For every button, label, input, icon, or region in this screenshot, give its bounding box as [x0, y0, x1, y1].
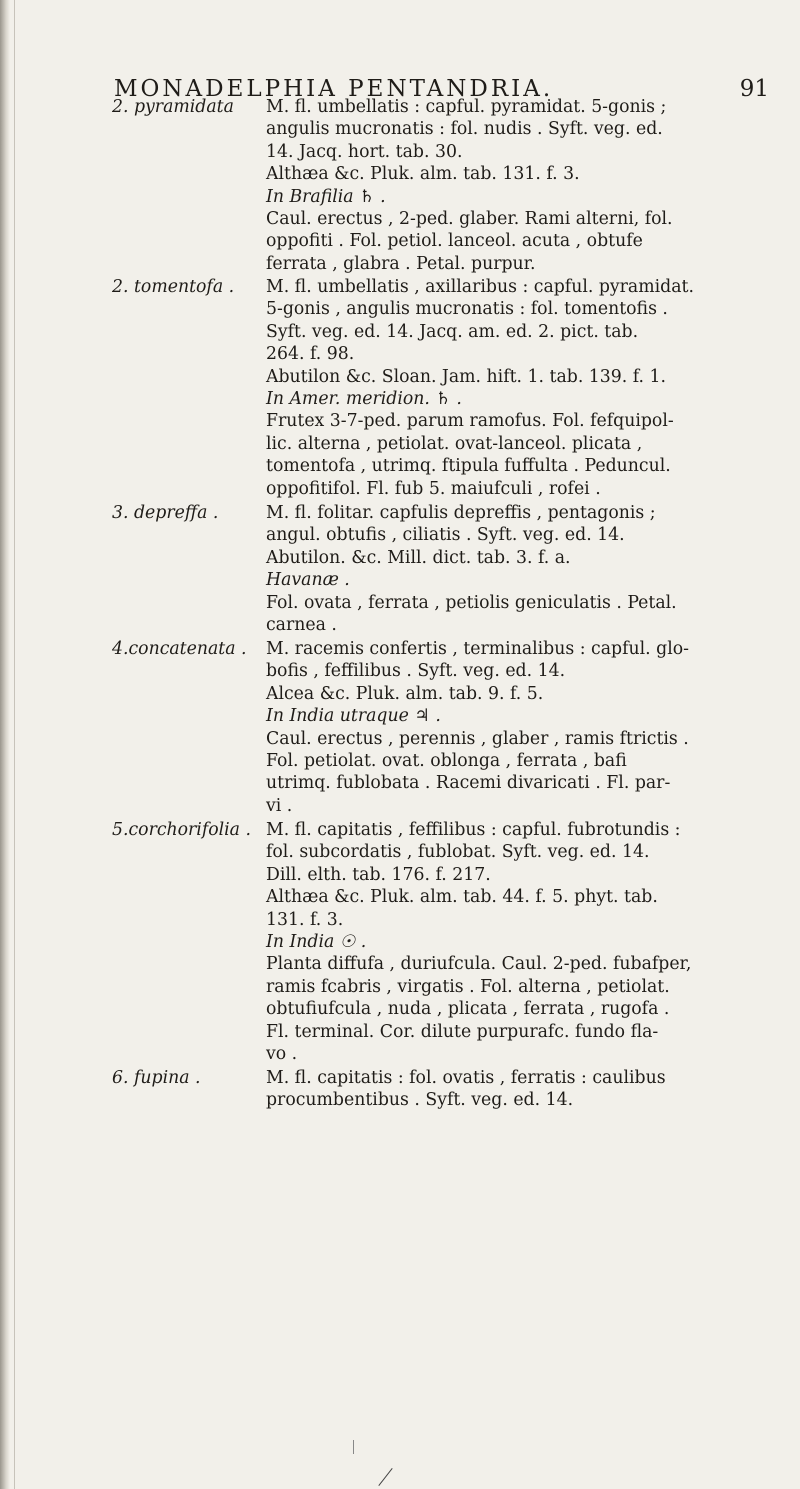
entry-line: Althæa &c. Pluk. alm. tab. 44. f. 5. phyt. tab.: [266, 887, 658, 908]
entry-line: angul. obtufis , ciliatis . Syft. veg. ed. 14.: [266, 525, 625, 546]
entry-line: oppofiti . Fol. petiol. lanceol. acuta , obtufe: [266, 231, 643, 252]
entry-line: 14. Jacq. hort. tab. 30.: [266, 141, 463, 162]
species-name: 4.concatenata .: [112, 639, 247, 659]
entry-line: M. fl. umbellatis , axillaribus : capful. pyramidat.: [266, 277, 694, 297]
entry-line: Syft. veg. ed. 14. Jacq. am. ed. 2. pict. tab.: [266, 321, 639, 342]
stray-mark: [353, 1440, 354, 1454]
entry-line: fol. subcordatis , fublobat. Syft. veg. ed. 14.: [266, 842, 650, 863]
entry-line: 131. f. 3.: [266, 909, 344, 930]
species-entry: [112, 1067, 782, 1112]
entry-line: Althæa &c. Pluk. alm. tab. 131. f. 3.: [266, 164, 580, 185]
species-name: 2. pyramidata: [112, 97, 234, 117]
entry-line: M. racemis confertis , terminalibus : capful. glo-: [266, 639, 689, 659]
species-name: 5.corchorifolia .: [112, 820, 251, 840]
entry-line: In India ☉ .: [266, 932, 367, 953]
entry-line: ramis fcabris , virgatis . Fol. alterna , petiolat.: [266, 976, 670, 997]
entry-line: Frutex 3-7-ped. parum ramofus. Fol. fefquipol-: [266, 411, 674, 432]
entry-line: Caul. erectus , perennis , glaber , ramis ftrictis .: [266, 728, 689, 749]
species-entry: [112, 638, 782, 817]
entry-line: vi .: [266, 795, 293, 816]
entry-line: Havanæ .: [266, 570, 350, 591]
entry-line: M. fl. umbellatis : capful. pyramidat. 5-gonis ;: [266, 97, 667, 117]
entry-line: oppofitifol. Fl. fub 5. maiufculi , rofei .: [266, 478, 601, 499]
entry-line: In India utraque ♃ .: [266, 706, 441, 727]
entry-line: Planta diffufa , duriufcula. Caul. 2-ped. fubafper,: [266, 954, 692, 975]
entry-line: utrimq. fublobata . Racemi divaricati . Fl. par-: [266, 773, 671, 794]
page-edge-line: [14, 0, 15, 1489]
entry-line: M. fl. folitar. capfulis depreffis , pentagonis ;: [266, 503, 656, 523]
entry-line: Caul. erectus , 2-ped. glaber. Rami alterni, fol.: [266, 209, 673, 230]
entry-line: Fol. petiolat. ovat. oblonga , ferrata , bafi: [266, 751, 627, 772]
entry-line: Dill. elth. tab. 176. f. 217.: [266, 864, 491, 885]
header-title: MONADELPHIA PENTANDRIA.: [114, 76, 554, 102]
entry-line: angulis mucronatis : fol. nudis . Syft. veg. ed.: [266, 119, 663, 140]
entry-line: Fl. terminal. Cor. dilute purpurafc. fundo fla-: [266, 1021, 659, 1042]
entry-line: bofis , feffilibus . Syft. veg. ed. 14.: [266, 661, 566, 682]
entry-line: lic. alterna , petiolat. ovat-lanceol. plicata ,: [266, 433, 643, 454]
species-entry: [112, 276, 782, 500]
entry-line: Fol. ovata , ferrata , petiolis geniculatis . Petal.: [266, 592, 677, 613]
entry-line: Alcea &c. Pluk. alm. tab. 9. f. 5.: [266, 683, 544, 704]
species-entry: [112, 502, 782, 636]
entry-line: tomentofa , utrimq. ftipula fuffulta . Peduncul.: [266, 456, 671, 477]
entry-line: 5-gonis , angulis mucronatis : fol. tomentofis .: [266, 299, 668, 320]
entry-line: vo .: [266, 1044, 298, 1065]
species-name: 6. fupina .: [112, 1068, 201, 1088]
entry-line: carnea .: [266, 615, 337, 636]
species-entry: [112, 819, 782, 1065]
entry-line: ferrata , glabra . Petal. purpur.: [266, 253, 536, 274]
page-edge: [0, 0, 10, 1489]
species-name: 3. depreffa .: [112, 503, 219, 523]
species-name: 2. tomentofa .: [112, 277, 235, 297]
entry-line: procumbentibus . Syft. veg. ed. 14.: [266, 1090, 574, 1111]
entry-line: obtufiufcula , nuda , plicata , ferrata , rugofa .: [266, 999, 670, 1020]
entry-line: Abutilon &c. Sloan. Jam. hift. 1. tab. 139. f. 1.: [266, 366, 667, 387]
entry-line: M. fl. capitatis , feffilibus : capful. fubrotundis :: [266, 820, 681, 840]
entry-line: In Brafilia ♄ .: [266, 186, 386, 207]
entry-line: M. fl. capitatis : fol. ovatis , ferratis : caulibus: [266, 1068, 666, 1088]
entry-line: In Amer. meridion. ♄ .: [266, 389, 462, 410]
species-entry: [112, 96, 782, 275]
stray-mark: [378, 1468, 392, 1486]
page-number: 91: [739, 76, 769, 102]
entry-line: 264. f. 98.: [266, 344, 355, 365]
entry-line: Abutilon. &c. Mill. dict. tab. 3. f. a.: [266, 547, 571, 568]
